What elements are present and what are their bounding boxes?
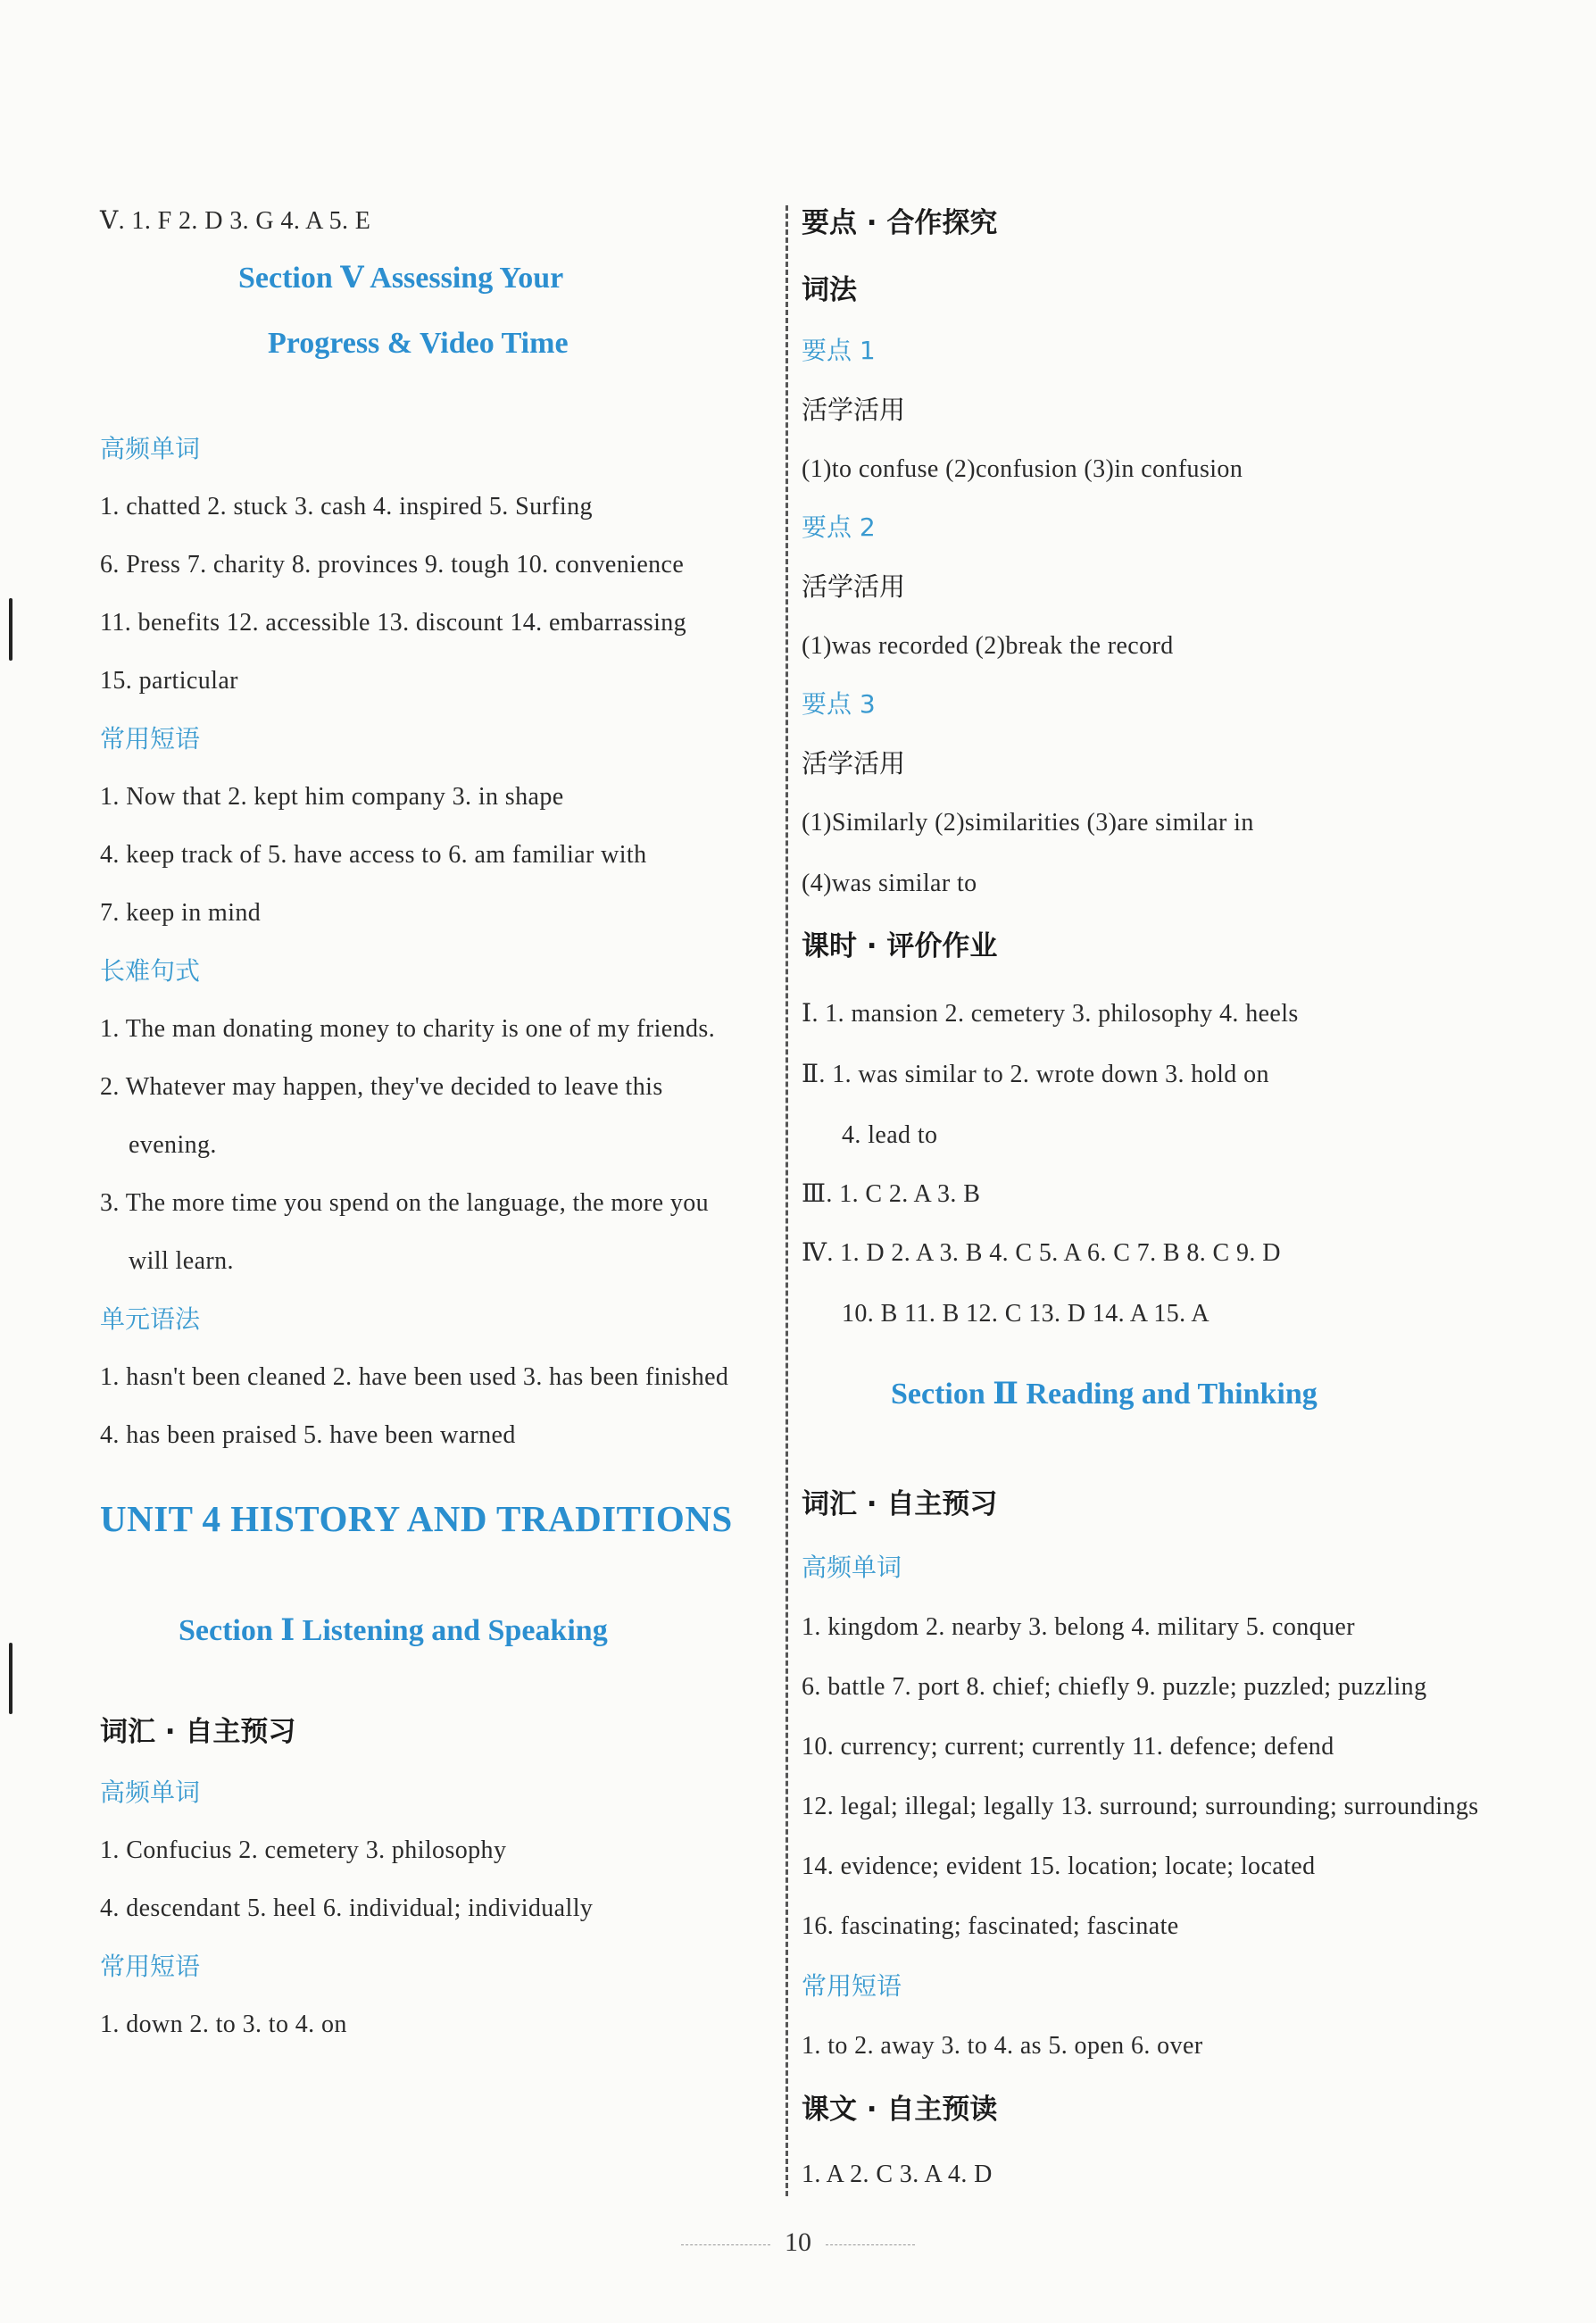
answer-line: 1. down 2. to 3. to 4. on [100, 2011, 347, 2038]
page-number-rule [826, 2244, 915, 2245]
answer-line: 1. hasn't been cleaned 2. have been used 3. has been finished [100, 1363, 729, 1391]
answer-line: Ⅲ. 1. C 2. A 3. B [802, 1180, 981, 1208]
vocab-label: 高频单词 [100, 434, 201, 463]
answer-line: (1)to confuse (2)confusion (3)in confusion [802, 455, 1243, 483]
point-label: 要点 1 [802, 336, 876, 365]
section-title: Section Ⅱ Reading and Thinking [891, 1378, 1318, 1411]
answer-line: 14. evidence; evident 15. location; locate; located [802, 1853, 1316, 1880]
page-number-text: 10 [785, 2227, 811, 2257]
answer-line: 1. A 2. C 3. A 4. D [802, 2161, 993, 2188]
answer-line: 4. descendant 5. heel 6. individual; individually [100, 1894, 594, 1922]
phrase-label: 常用短语 [802, 1971, 902, 2001]
answer-line: 4. has been praised 5. have been warned [100, 1421, 516, 1449]
margin-mark [9, 1643, 12, 1714]
unit-title: UNIT 4 HISTORY AND TRADITIONS [100, 1498, 733, 1539]
answer-line: 4. keep track of 5. have access to 6. am familiar with [100, 841, 647, 869]
section-heading: 课文 · 自主预读 [802, 2094, 998, 2126]
vocab-label: 高频单词 [100, 1778, 201, 1807]
answer-line: 1. Confucius 2. cemetery 3. philosophy [100, 1836, 507, 1864]
answer-line: (4)was similar to [802, 870, 977, 897]
answer-line: 1. The man donating money to charity is one of my friends. [100, 1015, 716, 1043]
practice-heading: 活学活用 [802, 748, 906, 778]
answer-line: Ⅱ. 1. was similar to 2. wrote down 3. hold on [802, 1061, 1269, 1088]
answer-line: Ⅰ. 1. mansion 2. cemetery 3. philosophy 4. heels [802, 1000, 1299, 1028]
answer-line: 6. battle 7. port 8. chief; chiefly 9. puzzle; puzzled; puzzling [802, 1673, 1427, 1701]
section-heading: 词汇 · 自主预习 [802, 1488, 998, 1520]
phrase-label: 常用短语 [100, 1952, 201, 1981]
answer-line: 2. Whatever may happen, they've decided to leave this [100, 1073, 663, 1101]
answer-line: 3. The more time you spend on the language, the more you [100, 1189, 710, 1217]
answer-line: 1. to 2. away 3. to 4. as 5. open 6. over [802, 2032, 1203, 2060]
answer-line: evening. [129, 1131, 217, 1159]
answer-line: 11. benefits 12. accessible 13. discount 14. embarrassing [100, 609, 687, 637]
answer-line: 12. legal; illegal; legally 13. surround; surrounding; surroundings [802, 1793, 1479, 1820]
section-heading: 课时 · 评价作业 [802, 930, 998, 962]
answer-line: 4. lead to [842, 1121, 938, 1149]
section-title: Section Ⅴ Assessing Your [238, 262, 564, 295]
answer-line: 1. kingdom 2. nearby 3. belong 4. military 5. conquer [802, 1613, 1355, 1641]
point-label: 要点 3 [802, 689, 876, 719]
sentence-label: 长难句式 [100, 956, 201, 986]
section-heading: 词法 [802, 274, 857, 306]
phrase-label: 常用短语 [100, 724, 201, 754]
section-title: Progress & Video Time [268, 327, 569, 360]
section-heading: 词汇 · 自主预习 [100, 1716, 296, 1748]
answer-line: Ⅴ. 1. F 2. D 3. G 4. A 5. E [100, 207, 371, 235]
answer-line: 15. particular [100, 667, 238, 695]
practice-heading: 活学活用 [802, 395, 906, 425]
section-title: Section Ⅰ Listening and Speaking [179, 1614, 608, 1647]
vocab-label: 高频单词 [802, 1553, 902, 1582]
answer-line: (1)was recorded (2)break the record [802, 632, 1174, 660]
answer-line: 1. chatted 2. stuck 3. cash 4. inspired 5. Surfing [100, 493, 593, 520]
grammar-label: 单元语法 [100, 1304, 201, 1334]
page-number-rule [681, 2244, 770, 2245]
section-heading: 要点 · 合作探究 [802, 207, 998, 239]
practice-heading: 活学活用 [802, 571, 906, 602]
answer-line: 1. Now that 2. kept him company 3. in shape [100, 783, 564, 811]
answer-line: (1)Similarly (2)similarities (3)are similar in [802, 809, 1254, 837]
page-number [0, 2227, 1596, 2258]
answer-line: 7. keep in mind [100, 899, 262, 927]
margin-mark [9, 598, 12, 661]
answer-line: Ⅳ. 1. D 2. A 3. B 4. C 5. A 6. C 7. B 8. C 9. D [802, 1239, 1281, 1267]
answer-line: 6. Press 7. charity 8. provinces 9. tough 10. convenience [100, 551, 685, 579]
point-label: 要点 2 [802, 512, 876, 542]
answer-line: 10. B 11. B 12. C 13. D 14. A 15. A [842, 1300, 1210, 1328]
answer-line: 10. currency; current; currently 11. defence; defend [802, 1733, 1334, 1761]
answer-line: will learn. [129, 1247, 234, 1275]
answer-line: 16. fascinating; fascinated; fascinate [802, 1912, 1179, 1940]
column-divider [786, 205, 788, 2196]
